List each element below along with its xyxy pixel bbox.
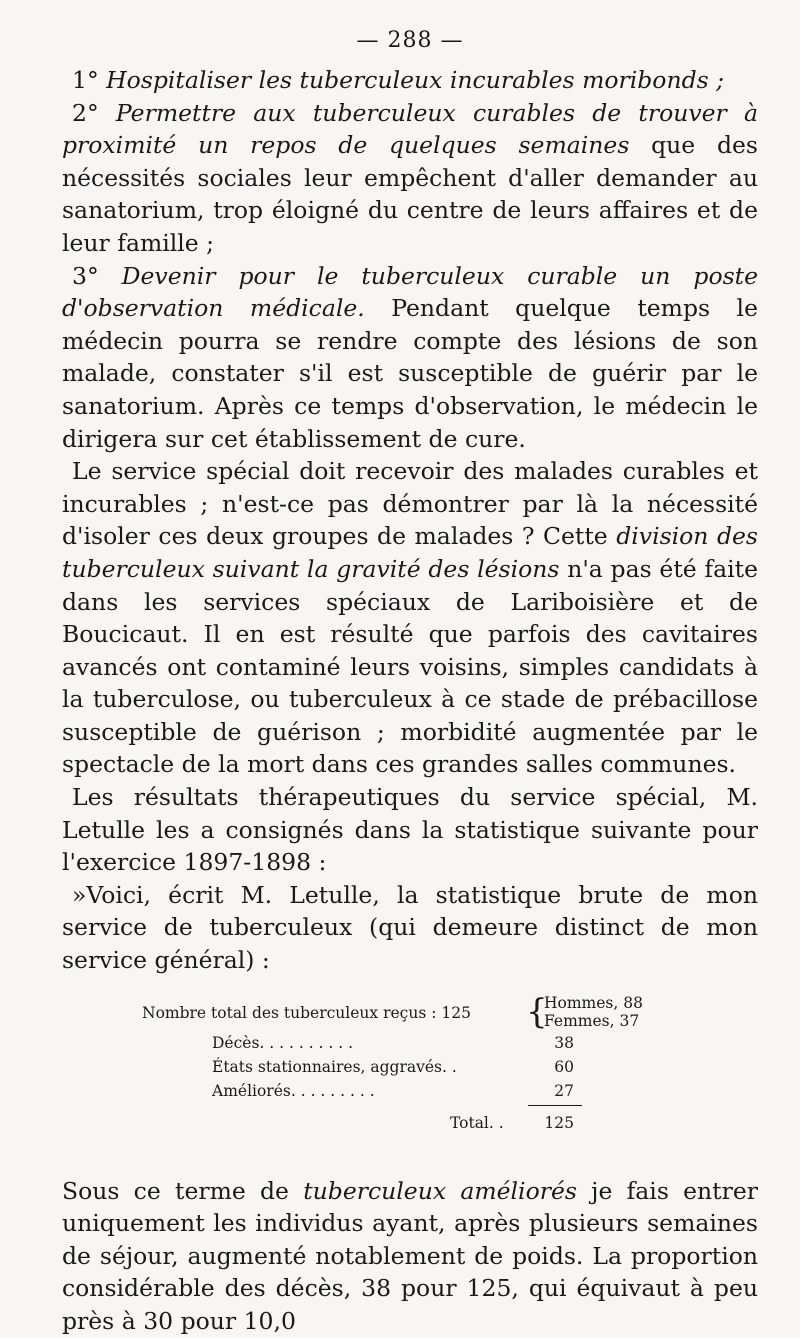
paragraph-item-2 <box>62 97 758 260</box>
item-number: 1° <box>72 66 107 94</box>
italic-text: tuberculeux améliorés <box>303 1176 577 1205</box>
text: Sous ce terme de <box>62 1176 304 1205</box>
closing-text <box>62 1175 758 1338</box>
item-number: 2° <box>72 98 116 127</box>
stat-value: 60 <box>554 1057 574 1076</box>
italic-text: Devenir pour le tuberculeux curable un poste d'observation médicale. <box>62 261 759 323</box>
paragraph-item-1 <box>62 64 758 97</box>
total-rule <box>528 1105 582 1106</box>
stat-value: 27 <box>554 1081 574 1100</box>
paragraph-ameliores <box>62 1175 758 1338</box>
italic-text: division des tuberculeux suivant la gravité des lésions <box>62 522 758 583</box>
italic-text: Permettre aux tuberculeux curables de trouver à proximité un repos de quelques semaines <box>62 98 758 160</box>
page-number: — 288 — <box>356 28 464 53</box>
stat-row-stationnaires <box>212 1057 457 1077</box>
total-value: 125 <box>544 1113 574 1132</box>
hommes-count: Hommes, 88 <box>544 993 643 1012</box>
main-text <box>62 64 758 977</box>
femmes-count: Femmes, 37 <box>544 1011 640 1030</box>
stat-row-deces <box>212 1033 353 1053</box>
stat-row-ameliores <box>212 1081 375 1101</box>
stat-label: Améliorés <box>212 1081 291 1100</box>
text: Pendant quelque temps le médecin pourra se rendre compte des lésions de son malade, constater s'il est susceptible de guérir par le sanatorium. Après ce temps d'observation, le médecin le dirigera sur cet établissement de cure. <box>62 294 758 453</box>
leader-dots: . . . . . . . . . . <box>259 1033 354 1052</box>
stat-value: 38 <box>554 1033 574 1052</box>
paragraph-results: Les résultats thérapeutiques du service spécial, M. Letulle les a consignés dans la statistique suivante pour l'exercice 1897-1898 : <box>62 783 758 877</box>
text: n'a pas été faite dans les services spéciaux de Lariboisière et de Boucicaut. Il en est résulté que parfois des cavitaires avancés ont contaminé leurs voisins, simples candidats à la tuberculose, ou tuberculeux à ce stade de prébacillose susceptible de guérison ; morbidité augmentée par le spectacle de la mort dans ces grandes salles communes. <box>62 554 758 779</box>
text: Le service spécial doit recevoir des malades curables et incurables ; n'est-ce pas démontrer par là la nécessité d'isoler ces deux groupes de malades ? Cette <box>62 457 758 551</box>
italic-text: Hospitaliser les tuberculeux incurables moribonds ; <box>106 66 725 94</box>
leader-dots: . . . . . . . . . <box>290 1081 375 1100</box>
text: que des nécessités sociales leur empêchent d'aller demander au sanatorium, trop éloigné du centre de leurs affaires et de leur famille ; <box>62 131 758 257</box>
total-received: Nombre total des tuberculeux reçus : 125 <box>142 1003 471 1022</box>
stat-label: Décès <box>212 1033 260 1052</box>
brace: { <box>526 991 548 1032</box>
paragraph-service <box>62 455 758 781</box>
leader-dots: . . <box>442 1057 457 1076</box>
item-number: 3° <box>72 261 122 290</box>
paragraph-quote: »Voici, écrit M. Letulle, la statistique brute de mon service de tuberculeux (qui demeure distinct de mon service général) : <box>62 880 758 975</box>
total-label: Total. . <box>450 1113 504 1132</box>
statistics-table <box>62 991 758 1171</box>
page <box>62 0 758 1338</box>
text: je fais entrer uniquement les individus ayant, après plusieurs semaines de séjour, augmenté notablement de poids. La proportion considérable des décès, 38 pour 125, qui équivaut à peu près à 30 pour 10,0 <box>62 1176 758 1335</box>
stat-label: États stationnaires, aggravés <box>212 1057 443 1076</box>
paragraph-item-3 <box>62 260 758 456</box>
